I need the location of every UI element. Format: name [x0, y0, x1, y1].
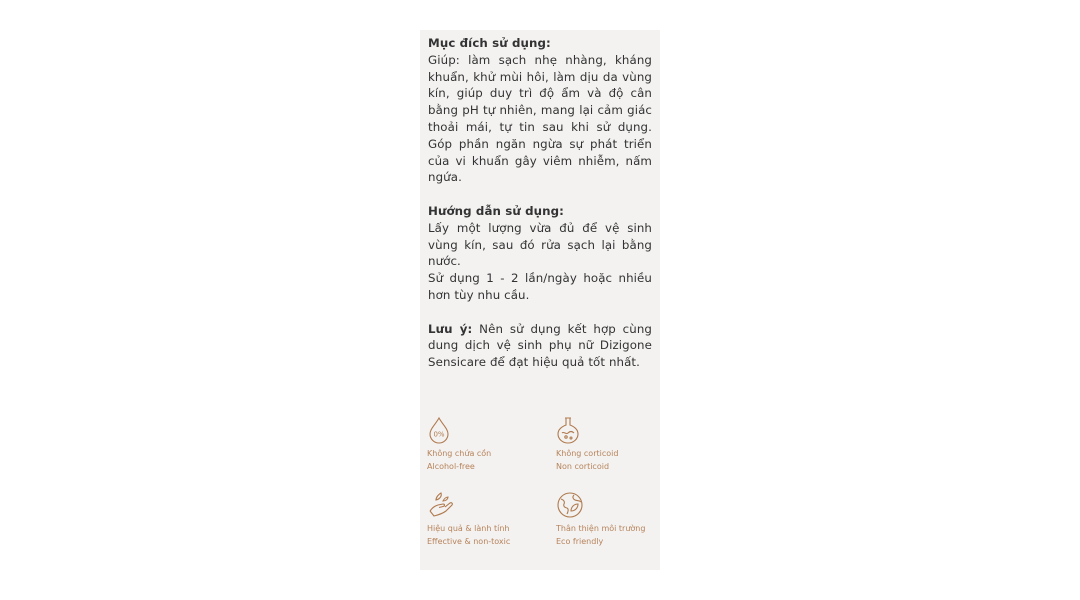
globe-leaf-icon: [556, 491, 584, 519]
description-text: [428, 35, 652, 371]
flask-icon: [556, 416, 580, 444]
feature-caption-en: Eco friendly: [556, 536, 604, 546]
feature-caption-vi: Không chứa cồn: [427, 449, 492, 458]
hands-icon: [427, 491, 455, 519]
usage-line-2: Sử dụng 1 - 2 lần/ngày hoặc nhiều hơn tùy nhu cầu.: [428, 271, 652, 302]
note-paragraph: [428, 321, 652, 371]
usage-line-1: Lấy một lượng vừa đủ để vệ sinh vùng kín, sau đó rửa sạch lại bằng nước.: [428, 220, 652, 269]
feature-caption-vi: Không corticoid: [556, 449, 619, 458]
purpose-heading: Mục đích sử dụng:: [428, 36, 551, 50]
feature-grid: [420, 416, 660, 566]
feature-caption-vi: Hiệu quả & lành tính: [427, 524, 510, 533]
feature-non-corticoid: [556, 416, 666, 473]
usage-heading: Hướng dẫn sử dụng:: [428, 203, 564, 218]
feature-caption-en: Alcohol-free: [427, 461, 475, 471]
feature-effective: [427, 491, 537, 548]
alcohol-free-drop-icon: [427, 416, 451, 444]
purpose-body: Giúp: làm sạch nhẹ nhàng, kháng khuẩn, khử mùi hôi, làm dịu da vùng kín, giúp duy trì độ ẩm và độ cân bằng pH tự nhiên, mang lại cảm giác thoải mái, tự tin sau khi sử dụng. Góp phần ngăn ngừa sự phát triển của vi khuẩn gây viêm nhiễm, nấm ngứa.: [428, 52, 652, 185]
note-body: Nên sử dụng kết hợp cùng dung dịch vệ sinh phụ nữ Dizigone Sensicare để đạt hiệu quả tốt nhất.: [428, 321, 652, 370]
feature-alcohol-free: [427, 416, 537, 473]
note-label: Lưu ý:: [428, 321, 473, 336]
alcohol-badge: 0%: [433, 430, 445, 439]
feature-caption-vi: Thân thiện môi trường: [556, 524, 646, 533]
feature-caption-en: Non corticoid: [556, 461, 610, 471]
feature-caption-en: Effective & non-toxic: [427, 536, 511, 546]
feature-eco-friendly: [556, 491, 666, 548]
product-info-panel: [420, 30, 660, 570]
